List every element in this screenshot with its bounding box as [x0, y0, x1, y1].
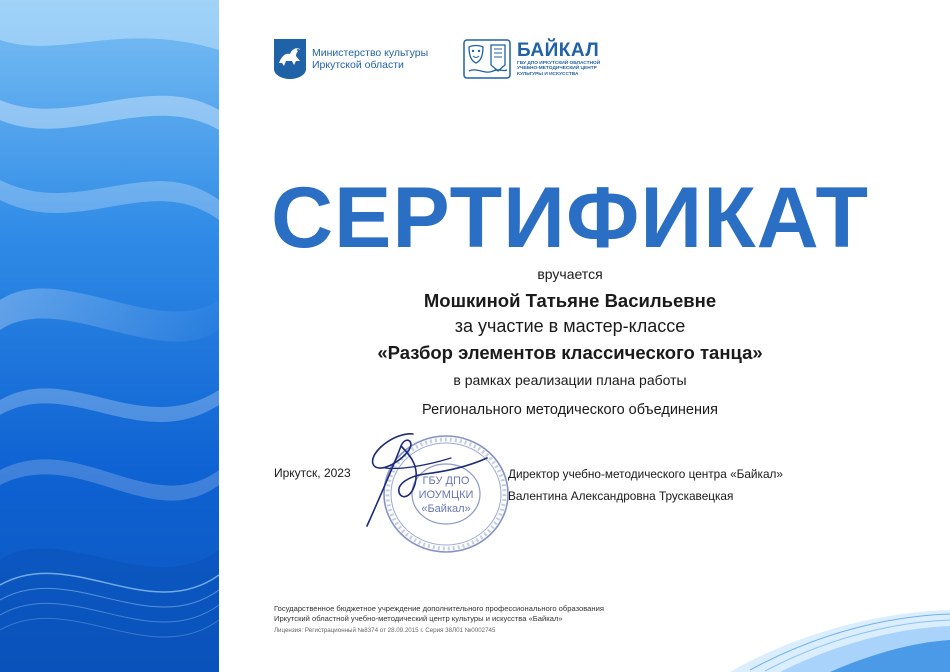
director-title: Директор учебно-методического центра «Байкал» — [508, 467, 783, 481]
awarded-text: вручается — [537, 266, 603, 282]
baikal-theatre-masks-icon — [463, 39, 511, 79]
baikal-logo-line3: КУЛЬТУРЫ И ИСКУССТВА — [517, 71, 579, 77]
baikal-logo — [463, 38, 600, 80]
footer-line1: Государственное бюджетное учреждение дополнительного профессионального образования — [274, 604, 604, 613]
baikal-logo-name: БАЙКАЛ — [517, 39, 600, 61]
director-signature — [355, 428, 495, 533]
ministry-logo-line1: Министерство культуры — [312, 47, 429, 59]
recipient-name: Мошкиной Татьяне Васильевне — [423, 290, 717, 311]
footer-line2: Иркутский областной учебно-методический центр культуры и искусства «Байкал» — [274, 613, 563, 623]
certificate-title: СЕРТИФИКАТ — [270, 170, 870, 266]
footer-license: Лицензия: Регистрационный №8374 от 28.09.2015 г. Серия 38Л01 №0002745 — [274, 627, 496, 635]
city-year: Иркутск, 2023 — [274, 466, 351, 480]
director-block — [508, 463, 783, 507]
decorative-wave-sidebar — [0, 0, 219, 672]
participation-text: за участие в мастер-классе — [454, 316, 686, 336]
stamp-line2: ИОУМЦКИ — [418, 489, 474, 501]
association-text: Регионального методического объединения — [422, 402, 718, 418]
decorative-corner-wave — [690, 592, 950, 672]
stamp-line3: «Байкал» — [421, 503, 471, 515]
baikal-logo-line2: УЧЕБНО-МЕТОДИЧЕСКИЙ ЦЕНТР — [517, 66, 597, 72]
director-name: Валентина Александровна Трускавецкая — [508, 489, 734, 503]
baikal-logo-line1: ГБУ ДПО ИРКУТСКИЙ ОБЛАСТНОЙ — [517, 60, 601, 66]
stamp-line1: ГБУ ДПО — [422, 475, 470, 487]
master-class-name: «Разбор элементов классического танца» — [377, 342, 763, 363]
footer — [274, 604, 604, 636]
ministry-logo-line2: Иркутской области — [312, 59, 404, 71]
irkutsk-emblem-icon — [274, 39, 306, 79]
ministry-logo — [274, 38, 428, 80]
plan-frame-text: в рамках реализации плана работы — [453, 372, 687, 388]
